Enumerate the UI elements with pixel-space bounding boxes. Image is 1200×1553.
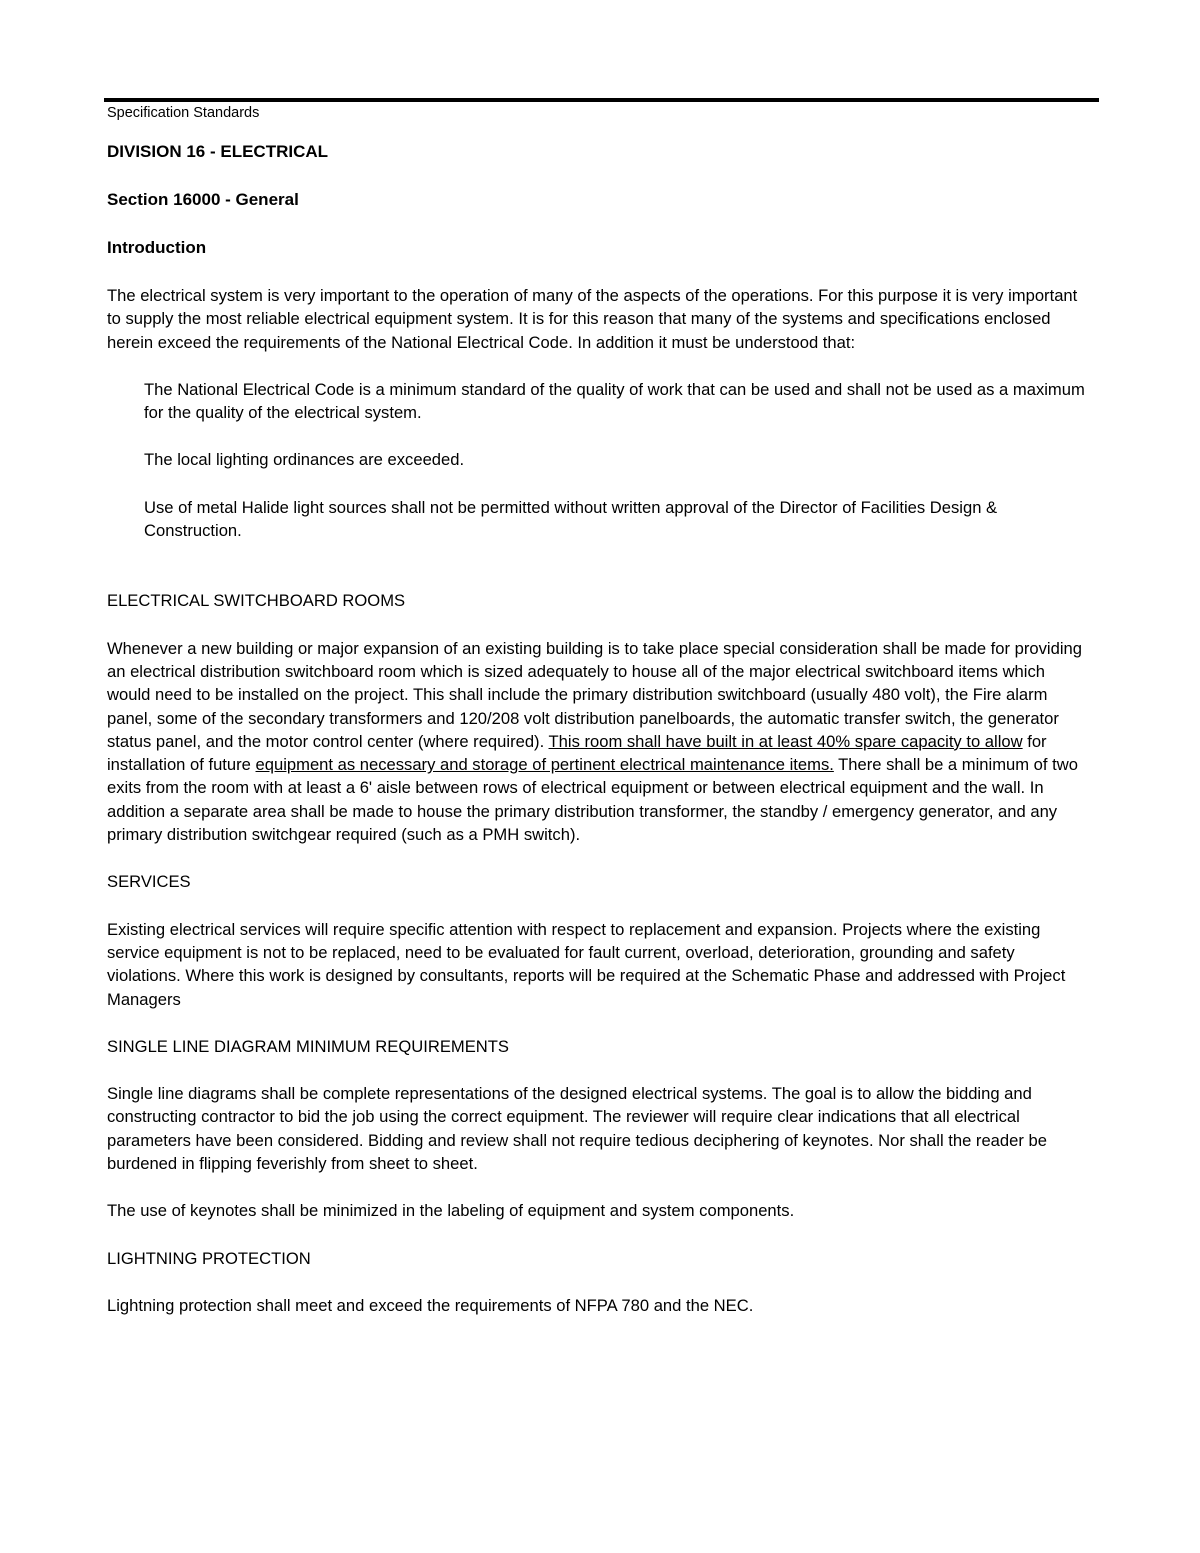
running-header: Specification Standards xyxy=(107,105,260,121)
services-heading: SERVICES xyxy=(107,872,191,892)
switchboard-underlined-text: This room shall have built in at least 40% spare capacity to allow xyxy=(548,731,1023,751)
intro-paragraph: The electrical system is very important to the operation of many of the aspects of the operations. For this purpose it is very important to supply the most reliable electrical equipment system. It is for this reason that many of the systems and specifications enclosed herein exceed the requirements of the National Electrical Code. In addition it must be understood that: xyxy=(107,286,1078,352)
intro-item: Use of metal Halide light sources shall not be permitted without written approval of the Director of Facilities Design & Construction. xyxy=(144,497,998,541)
section-heading: Section 16000 - General xyxy=(107,190,299,209)
division-heading: DIVISION 16 - ELECTRICAL xyxy=(107,142,329,161)
switchboard-underlined-text: equipment as necessary and storage of pertinent electrical maintenance items. xyxy=(255,755,834,775)
switchboard-paragraph xyxy=(107,637,1092,847)
introduction-heading: Introduction xyxy=(107,238,207,257)
services-paragraph: Existing electrical services will require specific attention with respect to replacement and expansion. Projects where the existing service equipment is not to be replaced, need to be evaluated for fault current, overload, deterioration, grounding and safety violations. Where this work is designed by consultants, reports will be required at the Schematic Phase and addressed with Project Managers xyxy=(107,919,1066,1009)
keynotes-paragraph: The use of keynotes shall be minimized in the labeling of equipment and system components. xyxy=(107,1201,795,1221)
single-line-heading: SINGLE LINE DIAGRAM MINIMUM REQUIREMENTS xyxy=(107,1036,509,1056)
lightning-protection-paragraph: Lightning protection shall meet and exceed the requirements of NFPA 780 and the NEC. xyxy=(107,1295,754,1315)
single-line-paragraph: Single line diagrams shall be complete representations of the designed electrical systems. The goal is to allow the bidding and constructing contractor to bid the job using the correct equipment. The reviewer will require clear indications that all electrical parameters have been considered. Bidding and review shall not require tedious deciphering of keynotes. Nor shall the reader be burdened in flipping feverishly from sheet to sheet. xyxy=(107,1084,1047,1174)
intro-item: The National Electrical Code is a minimum standard of the quality of work that can be used and shall not be used as a maximum for the quality of the electrical system. xyxy=(144,379,1085,423)
header-rule xyxy=(104,98,1099,102)
switchboard-rooms-heading: ELECTRICAL SWITCHBOARD ROOMS xyxy=(107,591,406,611)
switchboard-text-before: Whenever a new building or major expansion of an existing building is to take place special consideration shall be made for providing an electrical distribution switchboard room which is sized adequately to house all of the major electrical switchboard items which would need to be installed on the project. This shall include the primary distribution switchboard (usually 480 volt), the Fire alarm panel, some of the secondary transformers and 120/208 volt distribution panelboards, the automatic transfer switch, the generator status panel, and the motor control center (where required). xyxy=(107,638,1082,751)
lightning-protection-heading: LIGHTNING PROTECTION xyxy=(107,1248,311,1268)
switchboard-text-after: There shall be a minimum of two exits from the room with at least a 6' aisle between rows of electrical equipment or between electrical equipment and the wall. In addition a separate area shall be made to house the primary distribution transformer, the standby / emergency generator, and any primary distribution switchgear required (such as a PMH switch). xyxy=(107,755,1078,845)
intro-item: The local lighting ordinances are exceeded. xyxy=(144,450,465,470)
switchboard-text-mid: for installation of future xyxy=(107,731,1047,775)
document-body xyxy=(107,140,1092,1341)
